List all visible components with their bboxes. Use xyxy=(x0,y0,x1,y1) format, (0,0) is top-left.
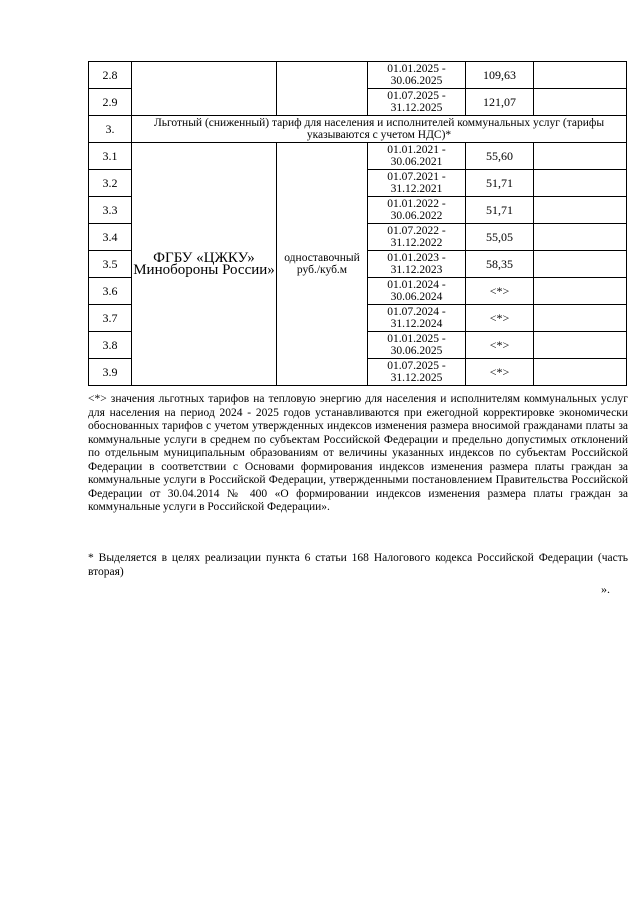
tariff-value: <*> xyxy=(466,359,534,386)
period-cell: 01.01.2024 - 30.06.2024 xyxy=(368,278,466,305)
organization-name: ФГБУ «ЦЖКУ» Минобороны России» xyxy=(132,143,277,386)
table-row xyxy=(89,143,627,170)
footnote-asterisk-note: * Выделяется в целях реализации пункта 6 статьи 168 Налогового кодекса Российской Федерации (часть вторая) xyxy=(88,552,628,578)
tariff-value: 55,60 xyxy=(466,143,534,170)
empty-cell xyxy=(534,143,627,170)
tariff-value: <*> xyxy=(466,278,534,305)
period-cell: 01.07.2025 - 31.12.2025 xyxy=(368,359,466,386)
closing-quote: ». xyxy=(601,582,610,596)
empty-cell xyxy=(534,305,627,332)
row-number: 3.1 xyxy=(89,143,132,170)
tariff-value: 109,63 xyxy=(466,62,534,89)
table-row xyxy=(89,62,627,89)
empty-cell xyxy=(534,278,627,305)
section-title: Льготный (сниженный) тариф для населения и исполнителей коммунальных услуг (тарифы указываются с учетом НДС)* xyxy=(132,116,627,143)
empty-cell xyxy=(534,332,627,359)
empty-cell xyxy=(534,89,627,116)
empty-cell xyxy=(534,359,627,386)
period-cell: 01.07.2025 - 31.12.2025 xyxy=(368,89,466,116)
tariff-table xyxy=(88,61,627,386)
row-number: 3.2 xyxy=(89,170,132,197)
period-cell: 01.07.2022 - 31.12.2022 xyxy=(368,224,466,251)
row-number: 2.8 xyxy=(89,62,132,89)
tariff-value: 121,07 xyxy=(466,89,534,116)
org-cell-empty xyxy=(132,62,277,116)
period-cell: 01.01.2021 - 30.06.2021 xyxy=(368,143,466,170)
row-number: 3.6 xyxy=(89,278,132,305)
period-cell: 01.01.2023 - 31.12.2023 xyxy=(368,251,466,278)
period-cell: 01.07.2021 - 31.12.2021 xyxy=(368,170,466,197)
row-number: 3.4 xyxy=(89,224,132,251)
tariff-unit: одноставочный руб./куб.м xyxy=(277,143,368,386)
empty-cell xyxy=(534,62,627,89)
unit-cell-empty xyxy=(277,62,368,116)
row-number: 3.5 xyxy=(89,251,132,278)
period-cell: 01.07.2024 - 31.12.2024 xyxy=(368,305,466,332)
empty-cell xyxy=(534,197,627,224)
tariff-value: 55,05 xyxy=(466,224,534,251)
row-number: 3.3 xyxy=(89,197,132,224)
tariff-value: 58,35 xyxy=(466,251,534,278)
tariff-value: <*> xyxy=(466,305,534,332)
section-row xyxy=(89,116,627,143)
section-number: 3. xyxy=(89,116,132,143)
period-cell: 01.01.2025 - 30.06.2025 xyxy=(368,332,466,359)
tariff-value: <*> xyxy=(466,332,534,359)
tariff-value: 51,71 xyxy=(466,170,534,197)
empty-cell xyxy=(534,170,627,197)
empty-cell xyxy=(534,251,627,278)
row-number: 2.9 xyxy=(89,89,132,116)
row-number: 3.7 xyxy=(89,305,132,332)
row-number: 3.8 xyxy=(89,332,132,359)
tariff-value: 51,71 xyxy=(466,197,534,224)
row-number: 3.9 xyxy=(89,359,132,386)
period-cell: 01.01.2025 - 30.06.2025 xyxy=(368,62,466,89)
period-cell: 01.01.2022 - 30.06.2022 xyxy=(368,197,466,224)
empty-cell xyxy=(534,224,627,251)
footnote-star-note: <*> значения льготных тарифов на тепловую энергию для населения и исполнителям коммунальных услуг для населения на период 2024 - 2025 годов устанавливаются при ежегодной корректировке экономически обоснованных тарифов с учетом утвержденных индексов изменения размера вносимой гражданами платы за коммунальные услуги в среднем по субъектам Российской Федерации и предельно допустимых отклонений по отдельным муниципальным образованиям от величины указанных индексов по субъектам Российской Федерации в соответствии с Основами формирования индексов изменения размера платы граждан за коммунальные услуги в Российской Федерации, утвержденными постановлением Правительства Российской Федерации от 30.04.2014 № 400 «О формировании индексов изменения размера платы граждан за коммунальные услуги в Российской Федерации». xyxy=(88,393,628,513)
